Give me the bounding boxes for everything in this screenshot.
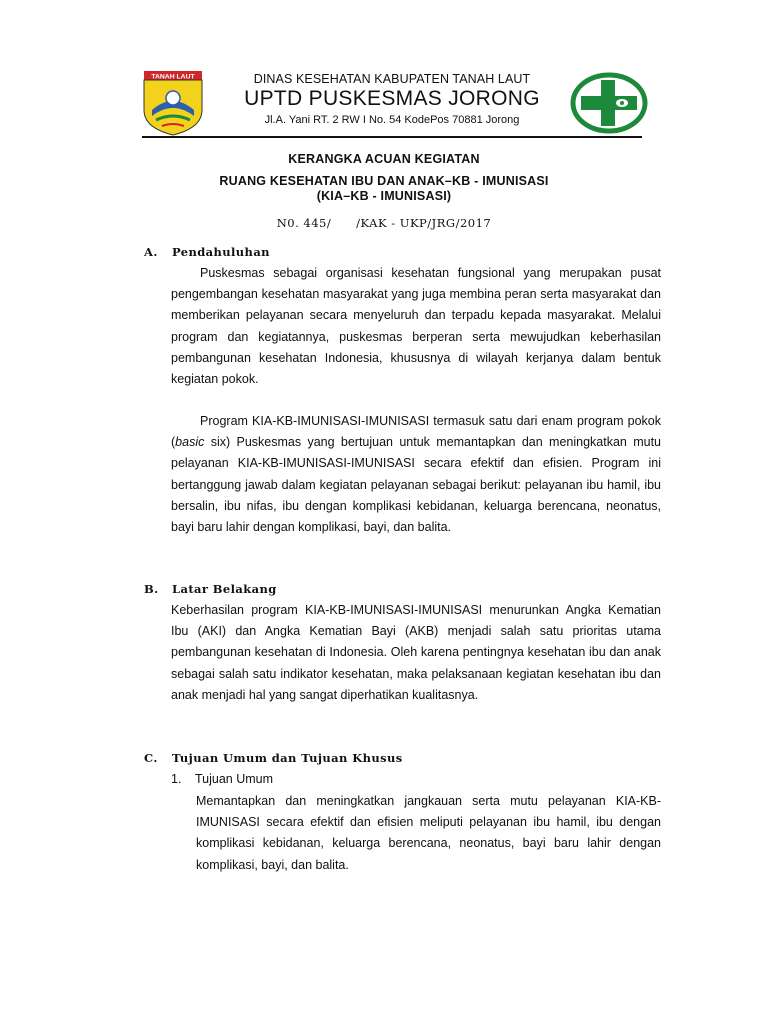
institution-name: UPTD PUSKESMAS JORONG <box>244 87 540 110</box>
section-a-heading <box>144 244 270 260</box>
section-a-paragraph-1: Puskesmas sebagai organisasi kesehatan fungsional yang merupakan pusat pengembangan kesehatan masyarakat yang juga membina peran serta masyarakat dan memberikan pelayanan secara menyeluruh dan terpadu kepada masyarakat. Melalui program dan kegiatannya, puskesmas berperan serta mewujudkan keberhasilan pembangunan kesehatan Indonesia, khususnya di wilayah kerjanya dalam bentuk kegiatan pokok. <box>171 266 661 387</box>
section-a-title: Pendahuluhan <box>172 245 270 259</box>
logo-left-text: TANAH LAUT <box>151 73 195 81</box>
document-titles <box>0 151 768 204</box>
puskesmas-cross-icon <box>570 72 648 134</box>
letterhead-divider <box>142 136 642 138</box>
title-line-3: (KIA–KB - IMUNISASI) <box>316 189 452 203</box>
section-b-heading <box>144 581 277 597</box>
document-number-text: N0. 445/ /KAK - UKP/JRG/2017 <box>276 216 492 230</box>
institution-address: Jl.A. Yani RT. 2 RW I No. 54 KodePos 70881 Jorong <box>264 114 520 126</box>
section-a-p2-end: six) Puskesmas yang bertujuan untuk memantapkan dan meningkatkan mutu pelayanan KIA-KB-IMUNISASI-IMUNISASI secara efektif dan efisien. Program ini bertanggung jawab dalam kegiatan pelayanan sebagai berikut: pelayanan ibu hamil, ibu bersalin, ibu nifas, ibu dengan komplikasi kebidanan, keluarga berencana, neonatus, bayi baru lahir dengan komplikasi, bayi, dan balita. <box>171 435 661 535</box>
section-c-title: Tujuan Umum dan Tujuan Khusus <box>172 751 403 765</box>
section-c-item-1 <box>171 769 661 790</box>
title-line-1: KERANGKA ACUAN KEGIATAN <box>288 152 480 166</box>
letterhead-text <box>216 68 568 128</box>
section-a-paragraph-2 <box>171 411 661 538</box>
section-b-title: Latar Belakang <box>172 582 277 596</box>
letterhead <box>138 68 650 140</box>
section-a-letter: A. <box>144 245 158 259</box>
section-c-item-1-number: 1. <box>171 772 182 786</box>
section-c-letter: C. <box>144 751 158 765</box>
document-number <box>0 215 768 231</box>
agency-name: DINAS KESEHATAN KABUPATEN TANAH LAUT <box>253 72 531 86</box>
section-a-p2-italic: basic <box>175 435 205 450</box>
section-c-item-1-text: Memantapkan dan meningkatkan jangkauan serta mutu pelayanan KIA-KB-IMUNISASI secara efektif dan efisien meliputi pelayanan ibu hamil, ibu dengan komplikasi kebidanan, keluarga berencana, neonatus, bayi baru lahir dengan komplikasi, bayi, dan balita. <box>196 794 661 872</box>
title-line-2: RUANG KESEHATAN IBU DAN ANAK–KB - IMUNISASI <box>219 174 549 188</box>
section-b-paragraph-1: Keberhasilan program KIA-KB-IMUNISASI-IMUNISASI menurunkan Angka Kematian Ibu (AKI) dan Angka Kematian Bayi (AKB) menjadi salah satu prioritas utama pembangunan kesehatan di Indonesia. Oleh karena pentingnya kesehatan ibu dan anak sebagai salah satu indikator kesehatan, maka pelaksanaan kegiatan kesehatan ibu dan anak menjadi hal yang sangat diperhatikan kualitasnya. <box>171 603 661 702</box>
section-a-p2-start: Program KIA-KB-IMUNISASI-IMUNISASI termasuk satu dari enam program pokok ( <box>171 414 661 450</box>
section-c-item-1-title: Tujuan Umum <box>195 772 274 786</box>
section-b-letter: B. <box>144 582 159 596</box>
tanah-laut-emblem-icon <box>138 70 208 136</box>
section-c-heading <box>144 750 403 766</box>
